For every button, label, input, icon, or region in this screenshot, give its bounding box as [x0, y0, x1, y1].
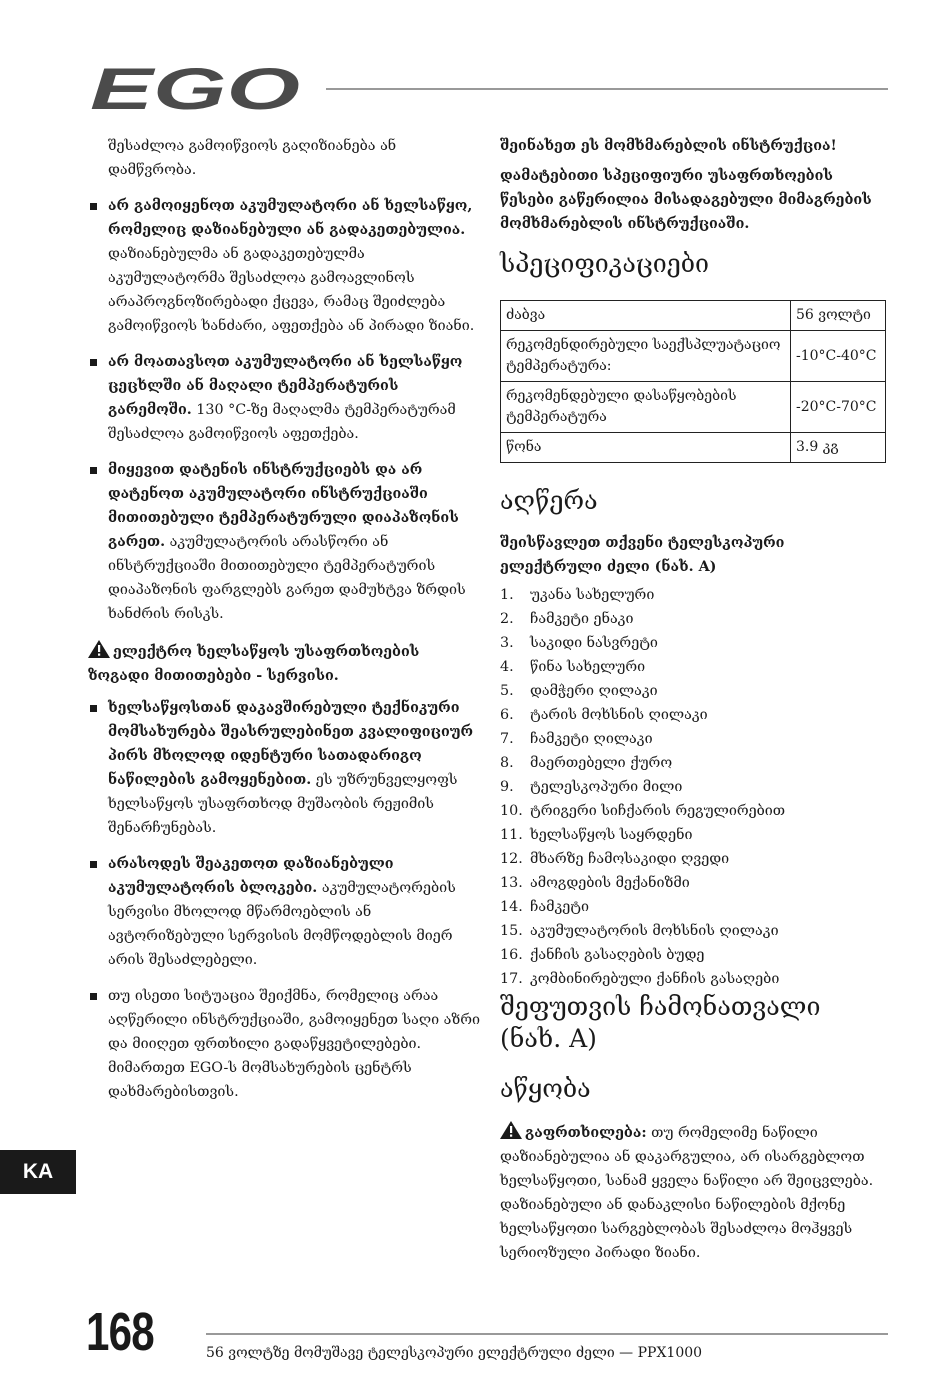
right-column — [500, 134, 886, 1265]
part-label: ტრიგერი სიჩქარის რეგულირებით — [530, 803, 786, 819]
part-label: ქანჩის გასაღების ბუდე — [530, 947, 705, 963]
part-number: 14. — [500, 899, 523, 915]
language-tab: KA — [0, 1150, 76, 1194]
part-label: წინა სახელური — [530, 659, 646, 675]
bullet-item: თუ ისეთი სიტუაცია შეიქმნა, რომელიც არაა აღწერილი ინსტრუქციაში, გამოიყენეთ საღი აზრი და მიიღეთ ფრთხილი გადაწყვეტილებები. მიმართეთ EGO-ს მომსახურების ცენტრს დახმარებისთვის. — [88, 984, 480, 1104]
footer-rule — [206, 1333, 888, 1335]
description-subtitle: შეისწავლეთ თქვენი ტელესკოპური ელექტრული ძელი (ნახ. A) — [500, 535, 785, 575]
part-label: მხარზე ჩამოსაკიდი ღვედი — [530, 851, 730, 867]
part-label: ტელესკოპური მილი — [530, 779, 683, 795]
part-number: 3. — [500, 635, 514, 651]
bullet-item: არასოდეს შეაკეთოთ დაზიანებული აკუმულატორის ბლოკები. აკუმულატორების სერვისი მხოლოდ მწარმოებლის ან ავტორიზებული სერვისის მომწოდებლის მიერ არის შესაძლებელი. — [88, 852, 480, 972]
bullet-square-icon — [90, 861, 97, 868]
spec-label: წონა — [501, 433, 791, 463]
part-label: ტარის მოხსნის ღილაკი — [530, 707, 708, 723]
spec-label: რეკომენდირებული საექსპლუატაციო ტემპერატურა: — [501, 331, 791, 382]
table-row — [501, 382, 886, 433]
warning-triangle-icon — [500, 1121, 522, 1139]
bullet-square-icon — [90, 705, 97, 712]
spec-label: ძაბვა — [501, 301, 791, 331]
part-number: 1. — [500, 587, 514, 603]
parts-list-item — [500, 583, 886, 607]
part-label: ხელსაწყოს საყრდენი — [530, 827, 693, 843]
ego-logo-text: EGO — [90, 64, 300, 114]
left-column — [88, 134, 480, 1104]
part-label: ჩამკეტი ღილაკი — [530, 731, 653, 747]
bullet-item: არ გამოიყენოთ აკუმულატორი ან ხელსაწყო, რომელიც დაზიანებული ან გადაკეთებულია. დაზიანებულმა ან გადაკეთებულმა აკუმულატორმა შესაძლოა გამოავლინოს არაპროგნოზირებადი ქცევა, რამაც შეიძლება გამოიწვიოს ხანძარი, აფეთქება ან პირადი ზიანი. — [88, 194, 480, 338]
bullet-square-icon — [90, 203, 97, 210]
part-number: 4. — [500, 659, 514, 675]
table-row — [501, 331, 886, 382]
assembly-title: აწყობა — [500, 1074, 591, 1103]
bullet-square-icon — [90, 359, 97, 366]
spec-value: 3.9 კგ — [791, 433, 886, 463]
parts-list-item — [500, 871, 886, 895]
additional-rules: დამატებითი სპეციფიური უსაფრთხოების წესები გაწერილია მისადაგებული მიმაგრების მომხმარებლის ინსტრუქციაში. — [500, 168, 872, 232]
description-title: აღწერა — [500, 486, 598, 515]
part-label: დამჭერი ღილაკი — [530, 683, 658, 699]
spec-title: სპეციფიკაციები — [500, 249, 710, 278]
ego-logo — [88, 64, 304, 114]
part-number: 7. — [500, 731, 514, 747]
bullet-item: არ მოათავსოთ აკუმულატორი ან ხელსაწყო ცეცხლში ან მაღალი ტემპერატურის გარემოში. 130 °C-ზე მაღალმა ტემპერატურამ შესაძლოა გამოიწვიოს აფეთქება. — [88, 350, 480, 446]
parts-list-item — [500, 919, 886, 943]
part-label: ამოგდების მექანიზმი — [530, 875, 690, 891]
spec-table — [500, 300, 886, 463]
parts-list-item — [500, 655, 886, 679]
part-number: 17. — [500, 971, 523, 987]
spec-value: -20°C-70°C — [791, 382, 886, 433]
intro-text: შესაძლოა გამოიწვიოს გაღიზიანება ან დამწვრობა. — [108, 138, 397, 178]
part-number: 10. — [500, 803, 523, 819]
save-instructions: შეინახეთ ეს მომხმარებლის ინსტრუქცია! — [500, 138, 837, 154]
spec-label: რეკომენდებული დასაწყობების ტემპერატურა — [501, 382, 791, 433]
part-label: ჩამკეტი — [530, 899, 590, 915]
bullet-square-icon — [90, 467, 97, 474]
table-row — [501, 301, 886, 331]
part-label: ჩამკეტი ენაკი — [530, 611, 634, 627]
warning-label: გაფრთხილება: — [525, 1125, 647, 1141]
parts-list-item — [500, 775, 886, 799]
part-label: საკიდი ნასვრეტი — [530, 635, 658, 651]
footer-text: 56 ვოლტზე მომუშავე ტელესკოპური ელექტრული ძელი — PPX1000 — [206, 1345, 703, 1361]
part-label: მაერთებელი ქურო — [530, 755, 673, 771]
warning-triangle-icon — [88, 640, 110, 658]
part-label: აკუმულატორის მოხსნის ღილაკი — [530, 923, 779, 939]
part-number: 2. — [500, 611, 514, 627]
part-number: 16. — [500, 947, 523, 963]
parts-list-item — [500, 847, 886, 871]
parts-list-item — [500, 823, 886, 847]
parts-list-item — [500, 727, 886, 751]
bullet-square-icon — [90, 993, 97, 1000]
service-bullets — [88, 696, 480, 1104]
page-number: 168 — [86, 1302, 154, 1362]
part-number: 15. — [500, 923, 523, 939]
spec-value: 56 ვოლტი — [791, 301, 886, 331]
parts-list-item — [500, 895, 886, 919]
header-rule — [326, 88, 888, 90]
part-number: 8. — [500, 755, 514, 771]
parts-list-item — [500, 967, 886, 991]
part-number: 9. — [500, 779, 514, 795]
table-row — [501, 433, 886, 463]
parts-list-item — [500, 751, 886, 775]
part-number: 6. — [500, 707, 514, 723]
spec-value: -10°C-40°C — [791, 331, 886, 382]
part-label: კომბინირებული ქანჩის გასაღები — [530, 971, 780, 987]
part-number: 12. — [500, 851, 523, 867]
parts-list-item — [500, 703, 886, 727]
part-number: 13. — [500, 875, 523, 891]
part-label: უკანა სახელური — [530, 587, 655, 603]
parts-list-item — [500, 799, 886, 823]
battery-bullets — [88, 194, 480, 626]
parts-list-item — [500, 943, 886, 967]
bullet-item: ხელსაწყოსთან დაკავშირებული ტექნიკური მომსახურება შეასრულებინეთ კვალიფიციურ პირს მხოლოდ იდენტური სათადარიგო ნაწილების გამოყენებით. ეს უზრუნველყოფს ხელსაწყოს უსაფრთხოდ მუშაობის რეჟიმის შენარჩუნებას. — [88, 696, 480, 840]
assembly-warning: გაფრთხილება: თუ რომელიმე ნაწილი დაზიანებულია ან დაკარგულია, არ ისარგებლოთ ხელსაწყოთი, სანამ ყველა ნაწილი არ შეიცვლება. დაზიანებული ან დანაკლისი ნაწილების მქონე ხელსაწყოთი სარგებლობას შესაძლოა მოჰყვეს სერიოზული პირადი ზიანი. — [500, 1121, 886, 1265]
parts-list-item — [500, 607, 886, 631]
packing-list-title: შეფუთვის ჩამონათვალი (ნახ. A) — [500, 992, 821, 1053]
part-number: 11. — [500, 827, 523, 843]
parts-list — [500, 583, 886, 991]
service-heading: ელექტრო ხელსაწყოს უსაფრთხოების ზოგადი მითითებები - სერვისი. — [88, 640, 480, 688]
parts-list-item — [500, 631, 886, 655]
bullet-item: მიყევით დატენის ინსტრუქციებს და არ დატენოთ აკუმულატორი ინსტრუქციაში მითითებული ტემპერატურული დიაპაზონის გარეთ. აკუმულატორის არასწორი ან ინსტრუქციაში მითითებული ტემპერატურის დიაპაზონის ფარგლებს გარეთ დამუხტვა ზრდის ხანძრის რისკს. — [88, 458, 480, 626]
part-number: 5. — [500, 683, 514, 699]
parts-list-item — [500, 679, 886, 703]
